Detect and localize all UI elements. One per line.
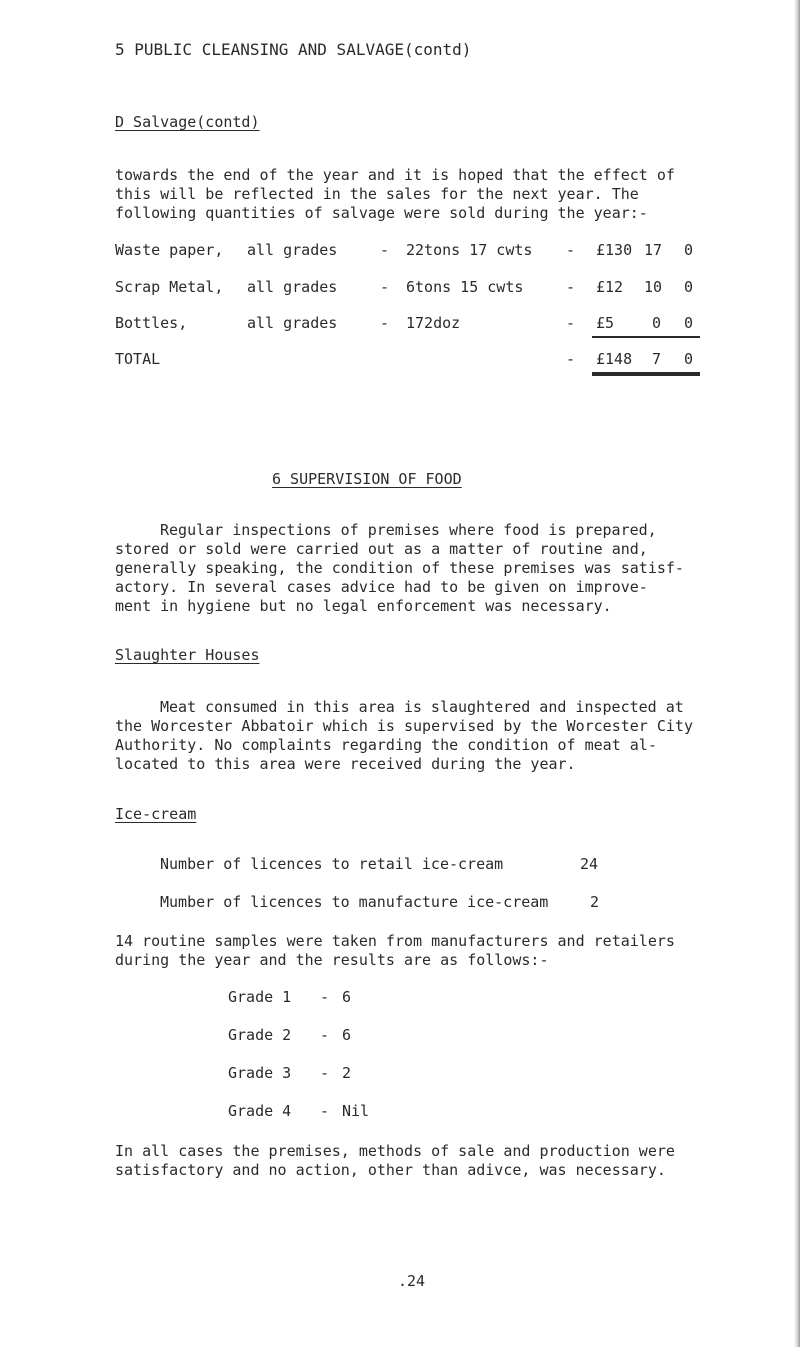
row-dash: - (566, 278, 576, 296)
grade-dash: - (320, 988, 330, 1006)
grade-label: Grade 3 (228, 1064, 292, 1082)
grade-label: Grade 2 (228, 1026, 292, 1044)
closing-line-2: satisfactory and no action, other than adivce, was necessary. (115, 1161, 666, 1179)
item-grade: all grades (247, 314, 338, 332)
retail-licences-value: 24 (580, 855, 599, 873)
item-quantity: 22tons 17 cwts (406, 241, 533, 259)
row-dash: - (380, 314, 390, 332)
grade-label: Grade 4 (228, 1102, 292, 1120)
slaughter-heading: Slaughter Houses (115, 646, 260, 664)
food-para-line-4: actory. In several cases advice had to be given on improve- (115, 578, 648, 596)
food-para-line-1: Regular inspections of premises where food is prepared, (160, 521, 657, 539)
slaughter-line-2: the Worcester Abbatoir which is supervised by the Worcester City (115, 717, 693, 735)
grade-dash: - (320, 1026, 330, 1044)
row-dash: - (566, 314, 576, 332)
slaughter-line-4: located to this area were received during the year. (115, 755, 576, 773)
grade-value: 6 (342, 1026, 352, 1044)
grade-value: Nil (342, 1102, 370, 1120)
item-grade: all grades (247, 278, 338, 296)
total-shillings: 7 (652, 350, 662, 368)
grade-dash: - (320, 1102, 330, 1120)
food-para-line-5: ment in hygiene but no legal enforcement was necessary. (115, 597, 612, 615)
grade-value: 6 (342, 988, 352, 1006)
salvage-intro-line-2: this will be reflected in the sales for the next year. The (115, 185, 639, 203)
food-section-title: 6 SUPERVISION OF FOOD (272, 470, 462, 488)
item-name: Waste paper, (115, 241, 224, 259)
grade-value: 2 (342, 1064, 352, 1082)
value-pence: 0 (684, 241, 694, 259)
subsection-title: D Salvage(contd) (115, 113, 260, 131)
row-dash: - (380, 278, 390, 296)
manufacture-licences-value: 2 (590, 893, 600, 911)
samples-line-1: 14 routine samples were taken from manufacturers and retailers (115, 932, 675, 950)
row-dash: - (566, 350, 576, 368)
slaughter-line-3: Authority. No complaints regarding the condition of meat al- (115, 736, 657, 754)
closing-line-1: In all cases the premises, methods of sale and production were (115, 1142, 675, 1160)
slaughter-line-1: Meat consumed in this area is slaughtered and inspected at (160, 698, 684, 716)
total-double-rule (592, 372, 700, 376)
section-title: 5 PUBLIC CLEANSING AND SALVAGE(contd) (115, 40, 472, 59)
value-shillings: 10 (644, 278, 663, 296)
value-shillings: 0 (652, 314, 662, 332)
food-para-line-3: generally speaking, the condition of these premises was satisf- (115, 559, 684, 577)
item-quantity: 172doz (406, 314, 461, 332)
subtotal-rule (592, 336, 700, 338)
scan-edge-shadow (794, 0, 800, 1347)
icecream-heading: Ice-cream (115, 805, 197, 823)
value-shillings: 17 (644, 241, 663, 259)
row-dash: - (566, 241, 576, 259)
food-para-line-2: stored or sold were carried out as a matter of routine and, (115, 540, 648, 558)
salvage-intro-line-1: towards the end of the year and it is hoped that the effect of (115, 166, 675, 184)
value-pence: 0 (684, 278, 694, 296)
grade-label: Grade 1 (228, 988, 292, 1006)
salvage-intro-line-3: following quantities of salvage were sold during the year:- (115, 204, 648, 222)
item-grade: all grades (247, 241, 338, 259)
manufacture-licences-label: Mumber of licences to manufacture ice-cream (160, 893, 549, 911)
retail-licences-label: Number of licences to retail ice-cream (160, 855, 504, 873)
total-pounds: £148 (596, 350, 633, 368)
value-pounds: £5 (596, 314, 615, 332)
grade-dash: - (320, 1064, 330, 1082)
item-name: Scrap Metal, (115, 278, 224, 296)
total-pence: 0 (684, 350, 694, 368)
total-label: TOTAL (115, 350, 161, 368)
samples-line-2: during the year and the results are as follows:- (115, 951, 549, 969)
value-pounds: £130 (596, 241, 633, 259)
page-number: .24 (398, 1272, 426, 1290)
value-pence: 0 (684, 314, 694, 332)
item-name: Bottles, (115, 314, 188, 332)
row-dash: - (380, 241, 390, 259)
value-pounds: £12 (596, 278, 624, 296)
item-quantity: 6tons 15 cwts (406, 278, 524, 296)
